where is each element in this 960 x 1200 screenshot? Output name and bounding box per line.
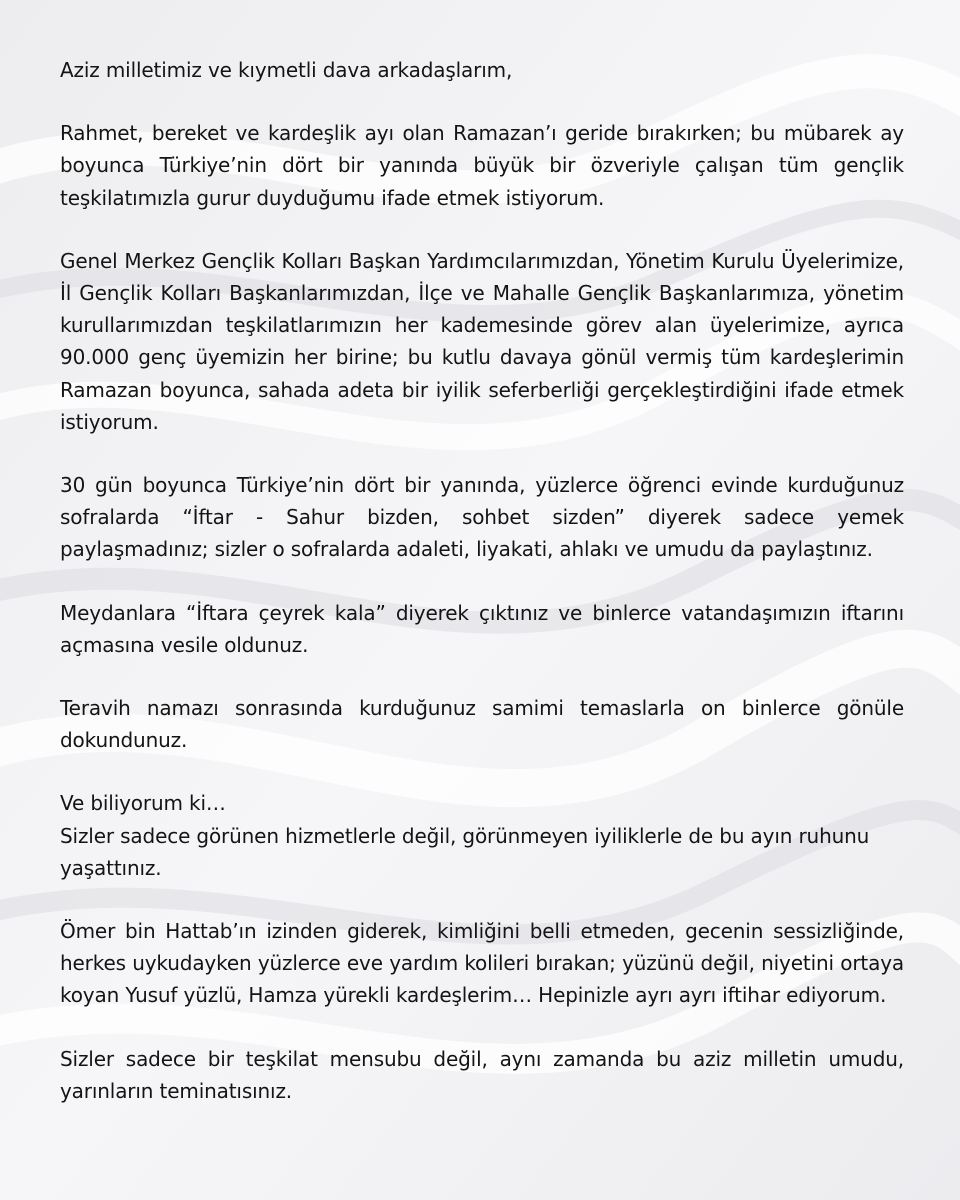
paragraph-iftar-tables: 30 gün boyunca Türkiye’nin dört bir yanında, yüzlerce öğrenci evinde kurduğunuz sofralarda “İftar - Sahur bizden, sohbet sizden” diyerek sadece yemek paylaşmadınız; sizler o sofralarda adaleti, liyakati, ahlakı ve umudu da paylaştınız. <box>60 473 904 562</box>
paragraph-i-know <box>60 787 904 884</box>
paragraph-ramazan: Rahmet, bereket ve kardeşlik ayı olan Ramazan’ı geride bırakırken; bu mübarek ay boyunca Türkiye’nin dört bir yanında büyük bir özveriyle çalışan tüm gençlik teşkilatımızla gurur duyduğumu ifade etmek istiyorum. <box>60 121 904 210</box>
paragraph-closing: Sizler sadece bir teşkilat mensubu değil, aynı zamanda bu aziz milletin umudu, yarınların teminatısınız. <box>60 1046 904 1103</box>
paragraph-i-know-body: Sizler sadece görünen hizmetlerle değil, görünmeyen iyiliklerle de bu ayın ruhunu yaşattınız. <box>60 823 870 880</box>
letter-greeting: Aziz milletimiz ve kıymetli dava arkadaşlarım, <box>60 58 513 82</box>
paragraph-i-know-intro: Ve biliyorum ki… <box>60 791 226 816</box>
paragraph-squares: Meydanlara “İftara çeyrek kala” diyerek çıktınız ve binlerce vatandaşımızın iftarını açmasına vesile oldunuz. <box>60 600 904 657</box>
paragraph-teravih: Teravih namazı sonrasında kurduğunuz samimi temaslarla on binlerce gönüle dokundunuz. <box>60 696 904 753</box>
letter-body <box>60 54 904 1138</box>
paragraph-omer: Ömer bin Hattab’ın izinden giderek, kimliğini belli etmeden, gecenin sessizliğinde, herkes uykudayken yüzlerce eve yardım kolileri bırakan; yüzünü değil, niyetini ortaya koyan Yusuf yüzlü, Hamza yürekli kardeşlerim… Hepinizle ayrı ayrı iftihar ediyorum. <box>60 919 904 1008</box>
paragraph-thanks-members: Genel Merkez Gençlik Kolları Başkan Yardımcılarımızdan, Yönetim Kurulu Üyelerimize, İl Gençlik Kolları Başkanlarımızdan, İlçe ve Mahalle Gençlik Başkanlarımıza, yönetim kurullarımızdan teşkilatlarımızın her kademesinde görev alan üyelerimize, ayrıca 90.000 genç üyemizin her birine; bu kutlu davaya gönül vermiş tüm kardeşlerimin Ramazan boyunca, sahada adeta bir iyilik seferberliği gerçekleştirdiğini ifade etmek istiyorum. <box>60 248 904 434</box>
